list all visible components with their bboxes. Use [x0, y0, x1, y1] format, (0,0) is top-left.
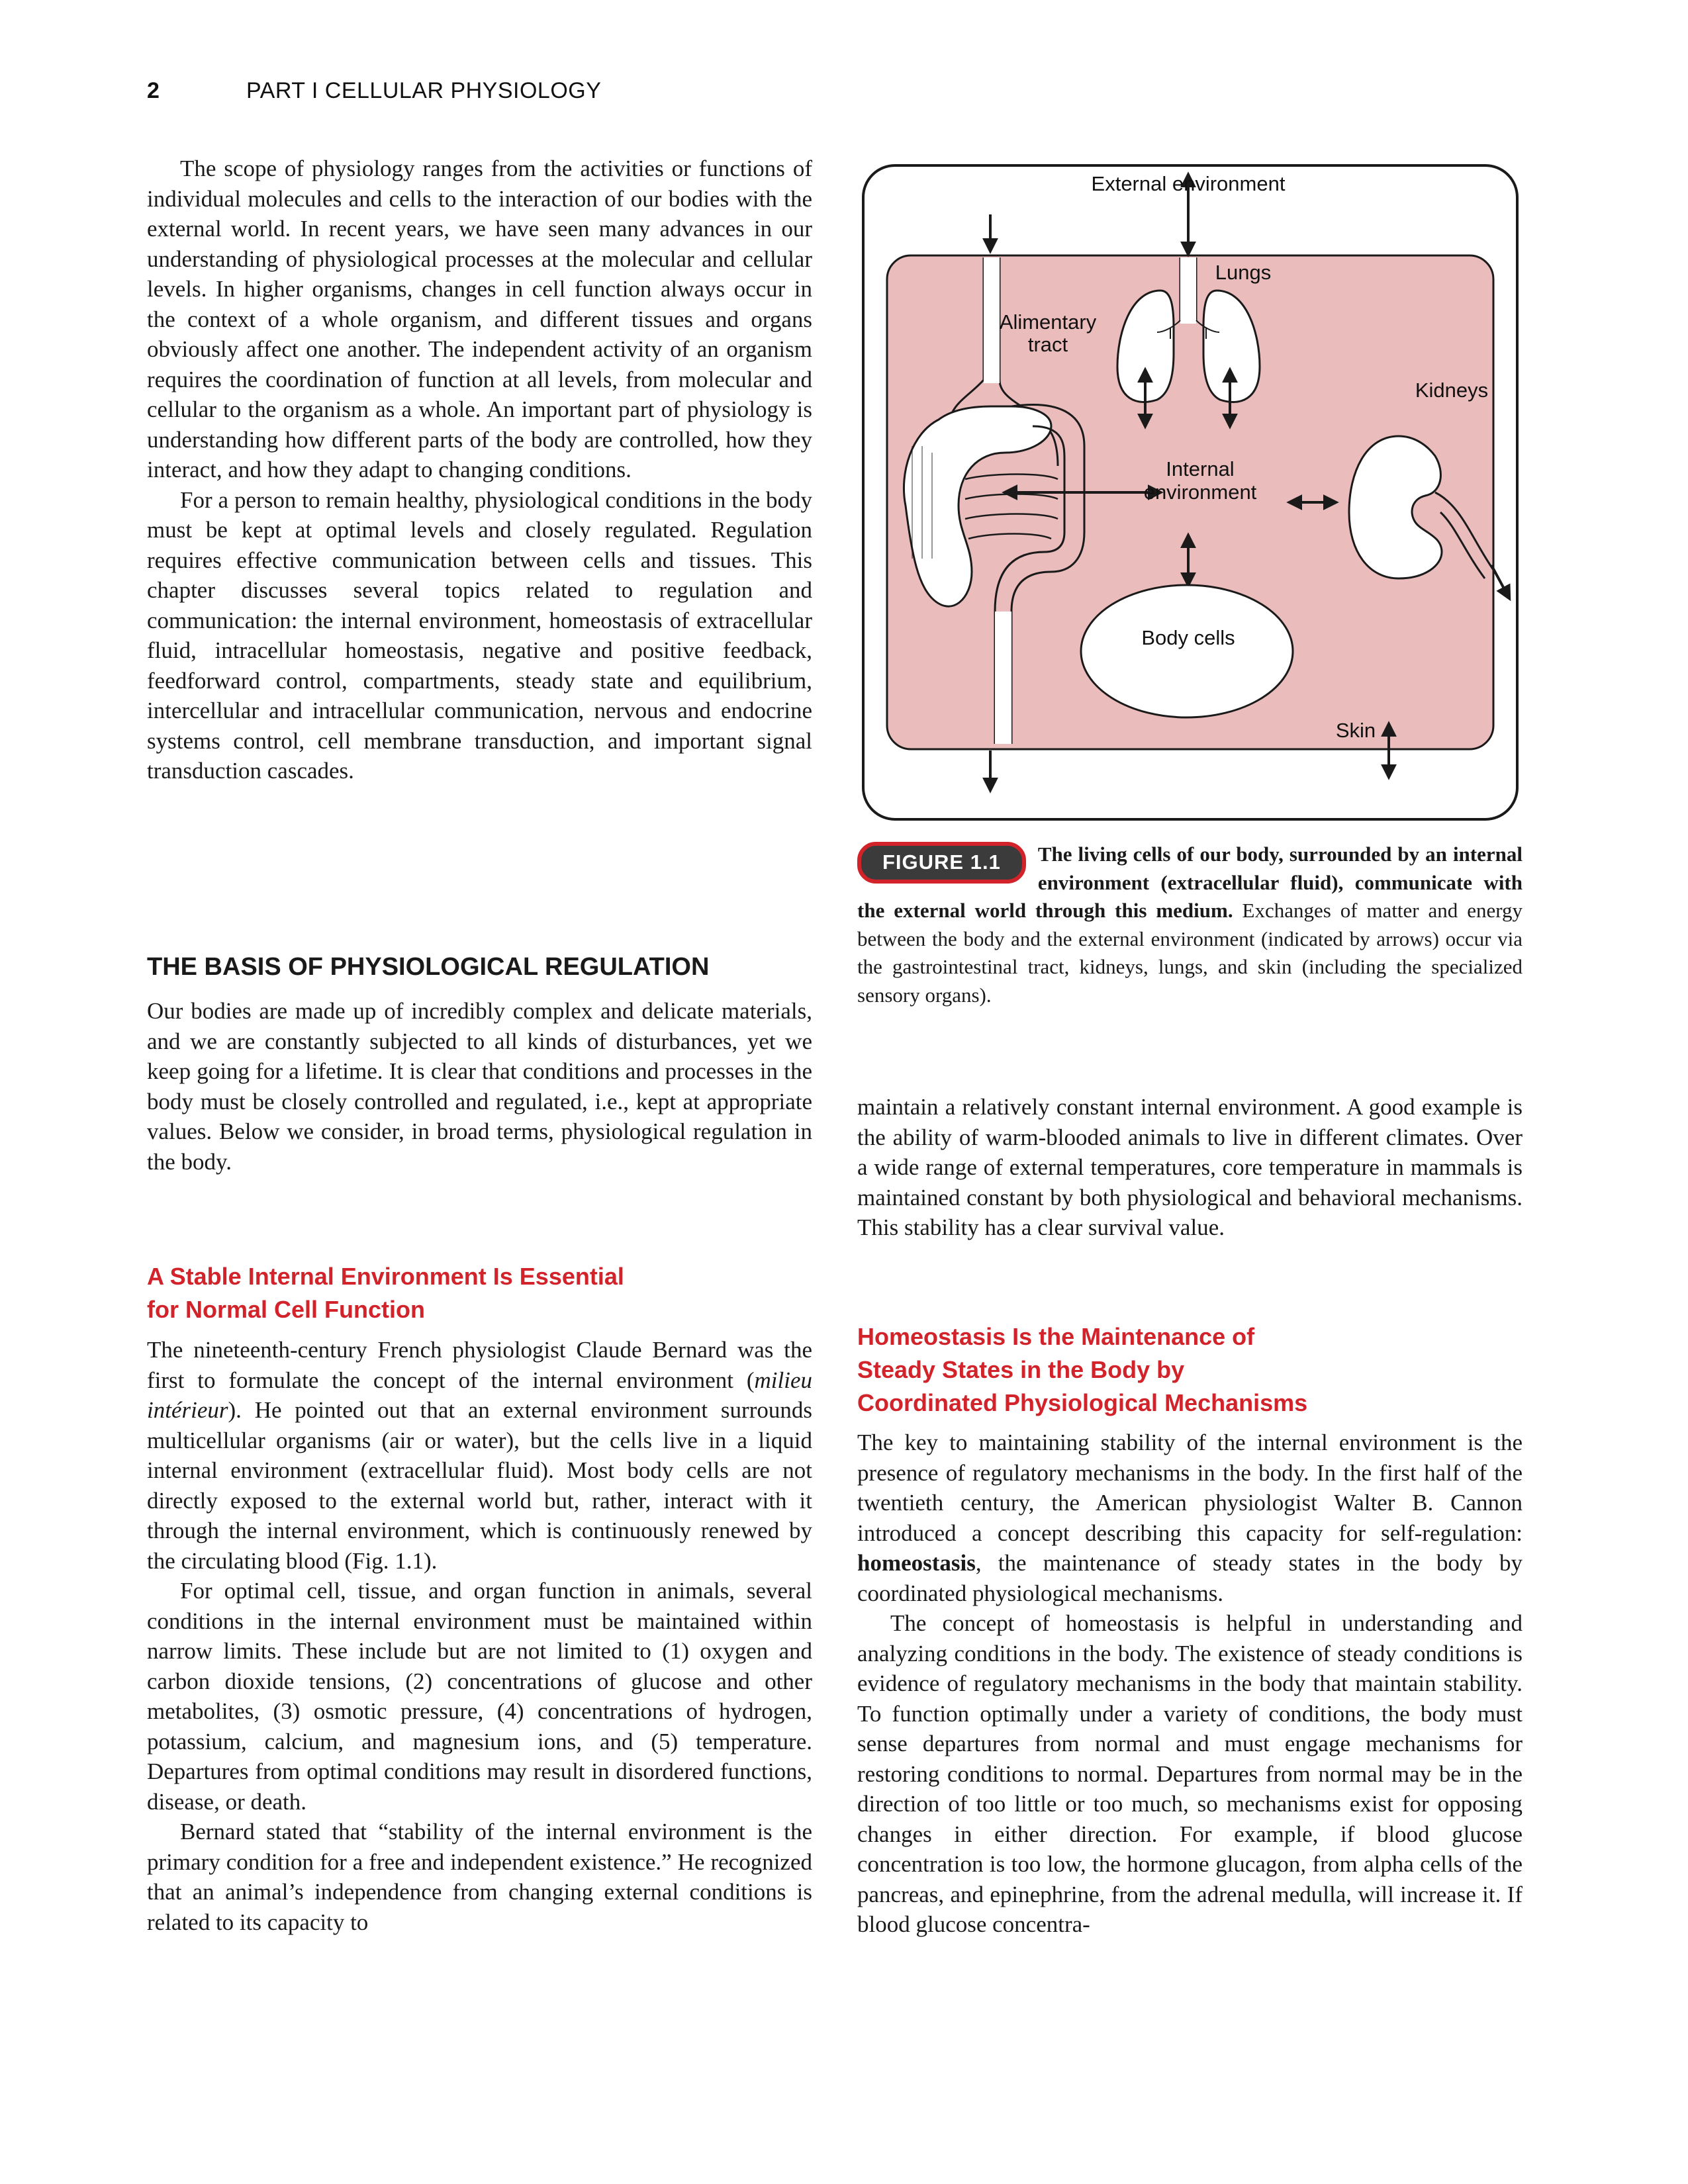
- homeostasis-paragraph-1: The key to maintaining stability of the internal environment is the presence of regulatory mechanisms in the body. In the first half of the twentieth century, the American physiologist Walter B. Cannon introduced a concept describing this capacity for self-regulation: homeostasis, the maintenance of steady states in the body by coordinated physiological mechanisms.: [857, 1430, 1523, 1606]
- stable-paragraph-1: The nineteenth-century French physiologist Claude Bernard was the first to formulate the concept of the internal environment (milieu intérieur). He pointed out that an external environment surrounds multicellular organisms (air or water), but the cells live in a liquid internal environment (extracellular fluid). Most body cells are not directly exposed to the external world but, rather, interact with it through the internal environment, which is continuously renewed by the circulating blood (Fig. 1.1).: [147, 1337, 812, 1574]
- body-cells: [1081, 585, 1293, 717]
- stable-environment-text: [147, 1335, 812, 1937]
- caption-regular: Exchanges of matter and energy between the body and the external environment (indicated by arrows) occur via the gastrointestinal tract, kidneys, lungs, and skin (including the specialized sensory organs).: [857, 899, 1523, 1007]
- stable-paragraph-2: For optimal cell, tissue, and organ function in animals, several conditions in the internal environment must be maintained within narrow limits. These include but are not limited to (1) oxygen and carbon dioxide tensions, (2) concentrations of glucose and other metabolites, (3) osmotic pressure, (4) concentrations of hydrogen, potassium, calcium, and magnesium ions, and (5) temperature. Departures from optimal conditions may result in disordered functions, disease, or death.: [147, 1578, 812, 1815]
- right-continuation-text: [857, 1092, 1523, 1243]
- homeostasis-text: [857, 1428, 1523, 1940]
- homeostasis-term: homeostasis: [857, 1550, 976, 1576]
- label-alimentary-1: Alimentary: [999, 310, 1097, 334]
- page-number: 2: [147, 78, 160, 103]
- subheading-homeostasis: [857, 1320, 1307, 1420]
- basis-paragraph-1: Our bodies are made up of incredibly complex and delicate materials, and we are constantly subjected to all kinds of disturbances, yet we keep going for a lifetime. It is clear that conditions and processes in the body must be closely controlled and regulated, i.e., kept at appropriate values. Below we consider, in broad terms, physiological regulation in the body.: [147, 998, 812, 1175]
- label-kidneys: Kidneys: [1415, 379, 1489, 402]
- label-lungs: Lungs: [1215, 261, 1272, 284]
- label-external-environment: External environment: [1091, 172, 1286, 195]
- part-title: PART I CELLULAR PHYSIOLOGY: [246, 78, 602, 103]
- intro-text: [147, 154, 812, 786]
- figure-caption: [857, 841, 1523, 1009]
- subheading-homeostasis-line3: Coordinated Physiological Mechanisms: [857, 1389, 1308, 1416]
- subheading-homeostasis-line2: Steady States in the Body by: [857, 1356, 1185, 1383]
- figure-1-1-diagram: [859, 161, 1521, 823]
- caption-bold: The living cells of our body, surrounded by an internal environment (extracellular fluid), communicate with the external world through this medium.: [857, 842, 1523, 922]
- continuation-paragraph: maintain a relatively constant internal environment. A good example is the ability of warm-blooded animals to live in different climates. Over a wide range of external temperatures, core temperature in mammals is maintained constant by both physiological and behavioral mechanisms. This stability has a clear survival value.: [857, 1094, 1523, 1240]
- label-body-cells: Body cells: [1141, 626, 1235, 649]
- subheading-stable-environment: [147, 1260, 624, 1326]
- intro-paragraph-1: The scope of physiology ranges from the activities or functions of individual molecules and cells to the interaction of our bodies with the external world. In recent years, we have seen many advances in our understanding of physiological processes at the molecular and cellular levels. In higher organisms, changes in cell function always occur in the context of a whole organism, and different tissues and organs obviously affect one another. The independent activity of an organism requires the coordination of function at all levels, from molecular and cellular to the organism as a whole. An important part of physiology is understanding how different parts of the body are controlled, how they interact, and how they adapt to changing conditions.: [147, 156, 812, 482]
- stable-paragraph-3: Bernard stated that “stability of the internal environment is the primary condition for a free and independent existence.” He recognized that an animal’s independence from changing external conditions is related to its capacity to: [147, 1819, 812, 1935]
- intro-paragraph-2: For a person to remain healthy, physiological conditions in the body must be kept at optimal levels and closely regulated. Regulation requires effective communication between cells and tissues. This chapter discusses several topics related to regulation and communication: the internal environment, homeostasis of extracellular fluid, intracellular homeostasis, negative and positive feedback, feedforward control, compartments, steady state and equilibrium, intercellular and intracellular communication, nervous and endocrine systems control, cell membrane transduction, and important signal transduction cascades.: [147, 486, 812, 784]
- subheading-stable-line1: A Stable Internal Environment Is Essential: [147, 1263, 624, 1290]
- label-internal-2: environment: [1143, 480, 1257, 504]
- label-internal-1: Internal: [1166, 457, 1235, 480]
- section-heading-basis: THE BASIS OF PHYSIOLOGICAL REGULATION: [147, 953, 710, 981]
- label-alimentary-2: tract: [1027, 333, 1068, 356]
- subheading-homeostasis-line1: Homeostasis Is the Maintenance of: [857, 1323, 1255, 1350]
- label-skin: Skin: [1335, 719, 1376, 742]
- milieu-interieur-term: milieu intérieur: [147, 1367, 812, 1423]
- basis-text: [147, 996, 812, 1177]
- subheading-stable-line2: for Normal Cell Function: [147, 1296, 426, 1323]
- figure-badge: FIGURE 1.1: [857, 842, 1026, 884]
- homeostasis-paragraph-2: The concept of homeostasis is helpful in understanding and analyzing conditions in the body. The existence of steady conditions is evidence of regulatory mechanisms in the body that maintain stability. To function optimally under a variety of conditions, the body must sense departures from normal and must engage mechanisms for restoring conditions to normal. Departures from normal may be in the direction of too little or too much, so mechanisms exist for opposing changes in either direction. For example, if blood glucose concentration is too low, the hormone glucagon, from alpha cells of the pancreas, and epinephrine, from the adrenal medulla, will increase it. If blood glucose concentra-: [857, 1610, 1523, 1937]
